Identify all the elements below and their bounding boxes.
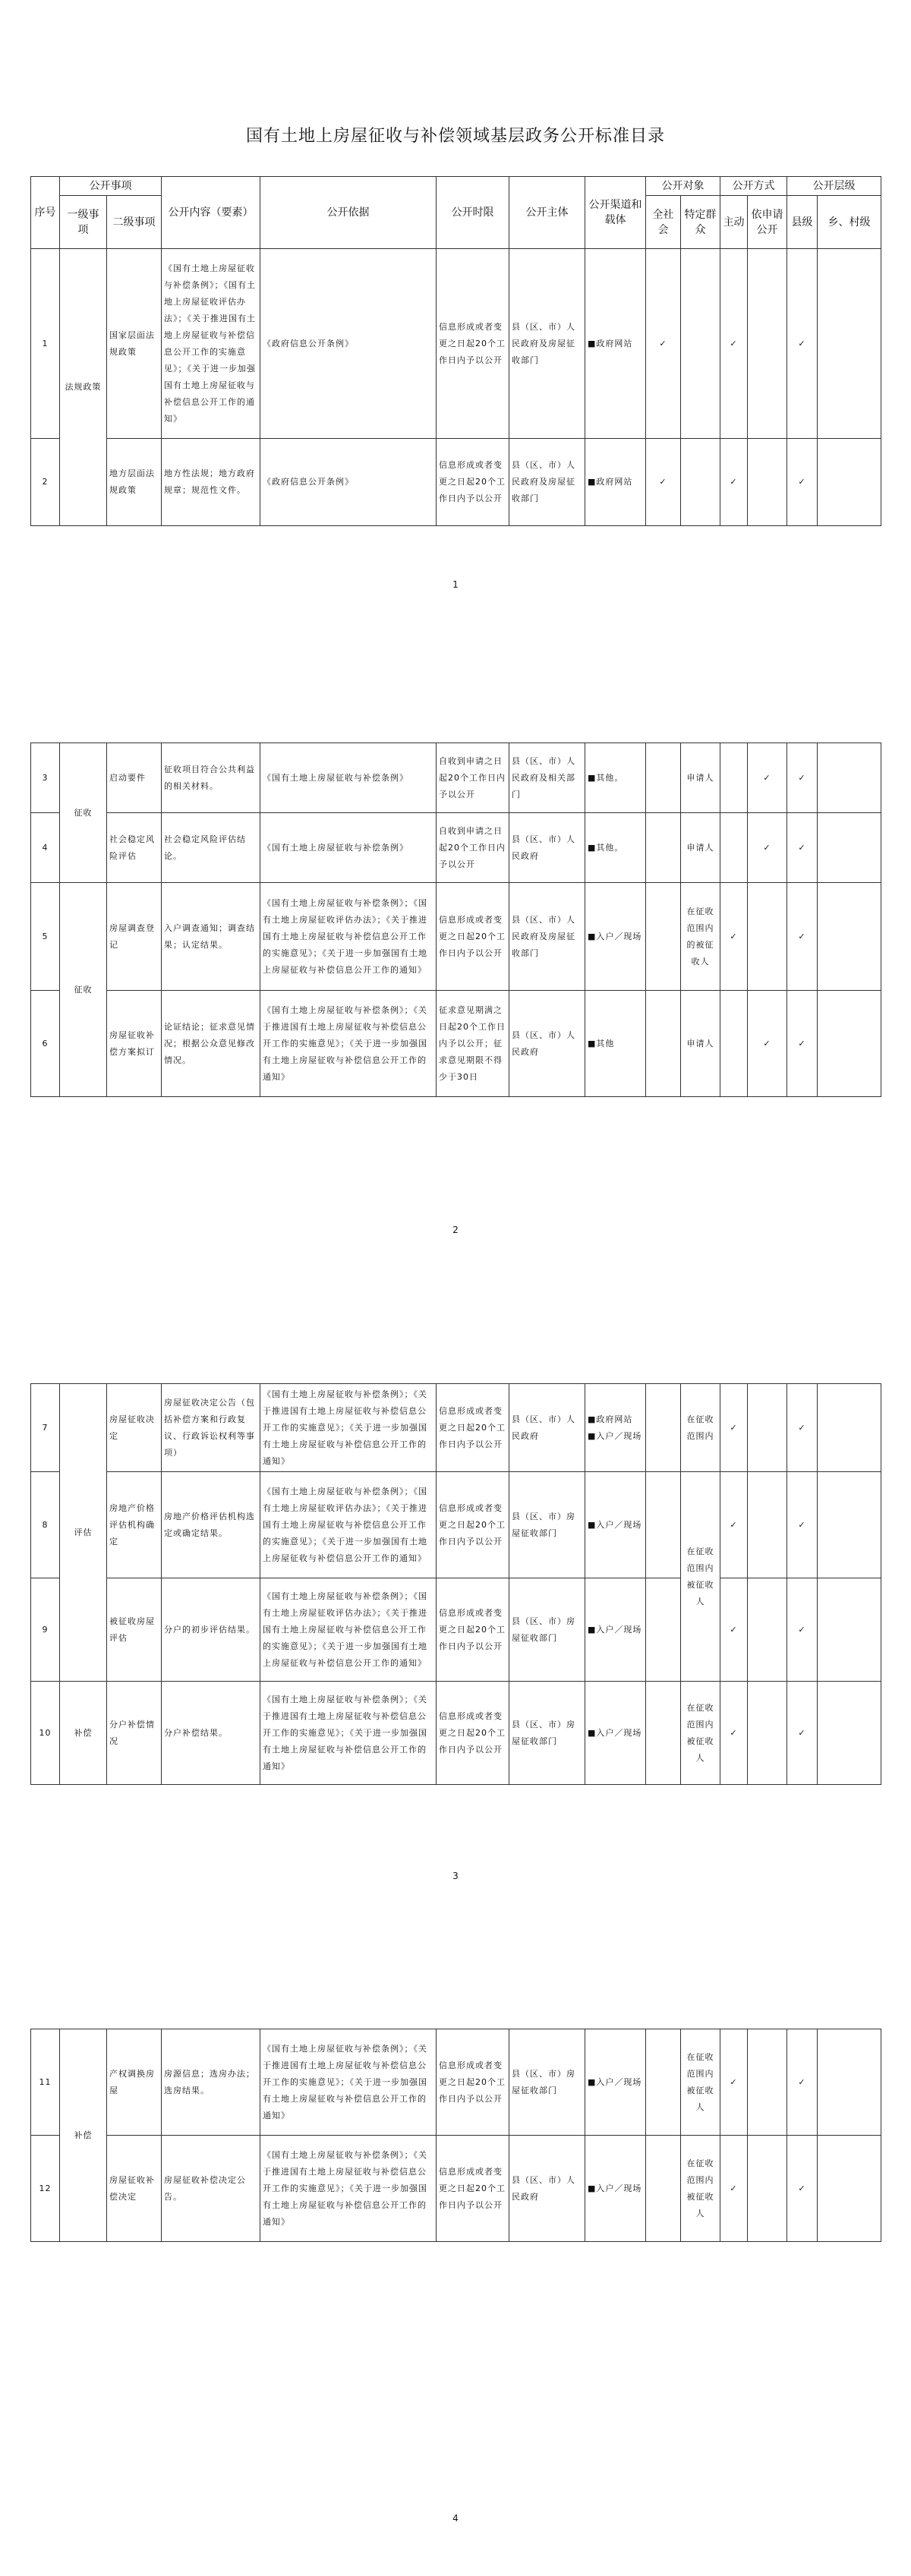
check-mark: ✓ (720, 2136, 748, 2242)
row-channel: ■入户／现场 (585, 2136, 646, 2242)
page-number: 3 (452, 1871, 459, 1881)
row-time: 信息形成或者变更之日起20个工作日内予以公开 (437, 2029, 509, 2136)
header-gongkai-shixiang: 公开事项 (60, 177, 162, 196)
row-channel: ■入户／现场 (585, 1472, 646, 1578)
row-time: 信息形成或者变更之日起20个工作日内予以公开 (437, 1384, 509, 1472)
row-channel: ■政府网站 (585, 249, 646, 439)
row-time: 自收到申请之日起20个工作日内予以公开 (437, 813, 509, 883)
row-specific: 申请人 (681, 813, 720, 883)
check-mark: ✓ (720, 883, 748, 991)
row-level2: 房地产价格评估机构确定 (107, 1472, 162, 1578)
check-mark: ✓ (787, 743, 818, 813)
header-object: 公开对象 (646, 177, 720, 196)
header-method: 公开方式 (720, 177, 787, 196)
row-level2: 房屋征收补偿决定 (107, 2136, 162, 2242)
row-time: 信息形成或者变更之日起20个工作日内予以公开 (437, 1578, 509, 1682)
check-mark: ✓ (748, 813, 787, 883)
check-mark: ✓ (646, 249, 681, 439)
row-channel: ■其他。 (585, 743, 646, 813)
row-content: 入户调查通知；调查结果；认定结果。 (162, 883, 260, 991)
row-subject: 县（区、市）房屋征收部门 (509, 1682, 585, 1785)
check-mark: ✓ (646, 439, 681, 526)
row-seq: 7 (31, 1384, 60, 1472)
row-specific: 在征收范围内被征收人 (681, 2136, 720, 2242)
check-mark: ✓ (787, 1384, 818, 1472)
check-mark: ✓ (787, 1682, 818, 1785)
header-active: 主动 (720, 196, 748, 249)
row-content: 分户的初步评估结果。 (162, 1578, 260, 1682)
row-time: 征求意见期满之日起20个工作日内予以公开；征求意见期限不得少于30日 (437, 991, 509, 1097)
check-mark: ✓ (748, 743, 787, 813)
row-basis: 《国有土地上房屋征收与补偿条例》；《关于推进国有土地上房屋征收与补偿信息公开工作的实施意见》；《关于进一步加强国有土地上房屋征收与补偿信息公开工作的通知》 (260, 2029, 437, 2136)
row-content: 房屋征收补偿决定公告。 (162, 2136, 260, 2242)
check-mark: ✓ (787, 439, 818, 526)
catalog-table-page-3 (30, 1383, 881, 1785)
page-number: 2 (452, 1225, 459, 1235)
page-title: 国有土地上房屋征收与补偿领域基层政务公开标准目录 (245, 127, 665, 146)
row-level2: 地方层面法规政策 (107, 439, 162, 526)
row-seq: 10 (31, 1682, 60, 1785)
row-level1: 征收 (60, 743, 107, 883)
row-subject: 县（区、市）人民政府 (509, 1384, 585, 1472)
check-mark: ✓ (787, 2136, 818, 2242)
row-content: 《国有土地上房屋征收与补偿条例》；《国有土地上房屋征收评估办法》；《关于推进国有土地上房屋征收与补偿信息公开工作的实施意见》；《关于进一步加强国有土地上房屋征收与补偿信息公开工作的通知》 (162, 249, 260, 439)
row-subject: 县（区、市）人民政府 (509, 2136, 585, 2242)
header-subject: 公开主体 (509, 177, 585, 249)
row-level2: 产权调换房屋 (107, 2029, 162, 2136)
row-channel: ■其他 (585, 991, 646, 1097)
row-channel: ■入户／现场 (585, 1682, 646, 1785)
header-township: 乡、村级 (818, 196, 881, 249)
row-seq: 6 (31, 991, 60, 1097)
row-time: 信息形成或者变更之日起20个工作日内予以公开 (437, 2136, 509, 2242)
row-specific: 在征收范围内的被征收人 (681, 883, 720, 991)
check-mark: ✓ (720, 1682, 748, 1785)
header-time-limit: 公开时限 (437, 177, 509, 249)
row-seq: 1 (31, 249, 60, 439)
row-content: 房地产价格评估机构选定或确定结果。 (162, 1472, 260, 1578)
row-basis: 《国有土地上房屋征收与补偿条例》；《关于推进国有土地上房屋征收与补偿信息公开工作的实施意见》；《关于进一步加强国有土地上房屋征收与补偿信息公开工作的通知》 (260, 1384, 437, 1472)
check-mark: ✓ (787, 991, 818, 1097)
header-level: 公开层级 (787, 177, 881, 196)
row-basis: 《国有土地上房屋征收与补偿条例》；《国有土地上房屋征收评估办法》；《关于推进国有土地上房屋征收与补偿信息公开工作的实施意见》；《关于进一步加强国有土地上房屋征收与补偿信息公开工作的通知》 (260, 1472, 437, 1578)
catalog-table-page-1 (30, 176, 881, 526)
row-time: 信息形成或者变更之日起20个工作日内予以公开 (437, 439, 509, 526)
row-level2: 国家层面法规政策 (107, 249, 162, 439)
table-row (31, 1472, 881, 1578)
row-level1: 补偿 (60, 1682, 107, 1785)
row-subject: 县（区、市）房屋征收部门 (509, 1578, 585, 1682)
check-mark: ✓ (787, 1472, 818, 1578)
table-row (31, 743, 881, 813)
page-number: 1 (452, 579, 459, 590)
check-mark: ✓ (787, 2029, 818, 2136)
row-content: 房屋征收决定公告（包括补偿方案和行政复议、行政诉讼权利等事项） (162, 1384, 260, 1472)
table-row (31, 1578, 881, 1682)
row-level2: 房屋征收补偿方案拟订 (107, 991, 162, 1097)
check-mark: ✓ (720, 439, 748, 526)
table-row (31, 813, 881, 883)
table-row (31, 1384, 881, 1472)
row-time: 信息形成或者变更之日起20个工作日内予以公开 (437, 1472, 509, 1578)
header-county: 县级 (787, 196, 818, 249)
row-basis: 《国有土地上房屋征收与补偿条例》 (260, 813, 437, 883)
header-level1: 一级事项 (60, 196, 107, 249)
row-basis: 《国有土地上房屋征收与补偿条例》；《国有土地上房屋征收评估办法》；《关于推进国有土地上房屋征收与补偿信息公开工作的实施意见》；《关于进一步加强国有土地上房屋征收与补偿信息公开工作的通知》 (260, 883, 437, 991)
header-content: 公开内容（要素） (162, 177, 260, 249)
row-subject: 县（区、市）人民政府及房屋征收部门 (509, 249, 585, 439)
catalog-table-page-4 (30, 2029, 881, 2242)
row-content: 征收项目符合公共利益的相关材料。 (162, 743, 260, 813)
row-time: 自收到申请之日起20个工作日内予以公开 (437, 743, 509, 813)
table-row (31, 249, 881, 439)
row-specific: 在征收范围内被征收人 (681, 1682, 720, 1785)
table-row (31, 2029, 881, 2136)
header-specific: 特定群众 (681, 196, 720, 249)
check-mark: ✓ (720, 1472, 748, 1578)
table-row (31, 2136, 881, 2242)
row-level1: 法规政策 (60, 249, 107, 526)
row-content: 分户补偿结果。 (162, 1682, 260, 1785)
header-channel: 公开渠道和载体 (585, 177, 646, 249)
row-basis: 《国有土地上房屋征收与补偿条例》；《关于推进国有土地上房屋征收与补偿信息公开工作的实施意见》；《关于进一步加强国有土地上房屋征收与补偿信息公开工作的通知》 (260, 991, 437, 1097)
row-time: 信息形成或者变更之日起20个工作日内予以公开 (437, 249, 509, 439)
row-level1: 补偿 (60, 2029, 107, 2242)
row-seq: 5 (31, 883, 60, 991)
row-seq: 12 (31, 2136, 60, 2242)
row-channel: ■政府网站 ■入户／现场 (585, 1384, 646, 1472)
row-specific: 在征收范围内被征收人 (681, 2029, 720, 2136)
row-channel: ■其他。 (585, 813, 646, 883)
row-level1: 征收 (60, 883, 107, 1097)
row-basis: 《国有土地上房屋征收与补偿条例》；《国有土地上房屋征收评估办法》；《关于推进国有土地上房屋征收与补偿信息公开工作的实施意见》；《关于进一步加强国有土地上房屋征收与补偿信息公开工作的通知》 (260, 1578, 437, 1682)
header-basis: 公开依据 (260, 177, 437, 249)
row-level2: 房屋征收决定 (107, 1384, 162, 1472)
row-subject: 县（区、市）人民政府及相关部门 (509, 743, 585, 813)
check-mark: ✓ (787, 883, 818, 991)
row-seq: 8 (31, 1472, 60, 1578)
row-level2: 启动要件 (107, 743, 162, 813)
row-content: 论证结论；征求意见情况；根据公众意见修改情况。 (162, 991, 260, 1097)
table-row (31, 439, 881, 526)
row-level2: 被征收房屋评估 (107, 1578, 162, 1682)
row-channel: ■入户／现场 (585, 883, 646, 991)
row-subject: 县（区、市）房屋征收部门 (509, 2029, 585, 2136)
check-mark: ✓ (787, 1578, 818, 1682)
row-specific: 申请人 (681, 743, 720, 813)
check-mark: ✓ (720, 2029, 748, 2136)
row-channel: ■政府网站 (585, 439, 646, 526)
table-row (31, 1682, 881, 1785)
row-time: 信息形成或者变更之日起20个工作日内予以公开 (437, 883, 509, 991)
row-channel: ■入户／现场 (585, 1578, 646, 1682)
row-basis: 《国有土地上房屋征收与补偿条例》；《关于推进国有土地上房屋征收与补偿信息公开工作的实施意见》；《关于进一步加强国有土地上房屋征收与补偿信息公开工作的通知》 (260, 1682, 437, 1785)
check-mark: ✓ (787, 813, 818, 883)
row-basis: 《国有土地上房屋征收与补偿条例》 (260, 743, 437, 813)
row-subject: 县（区、市）房屋征收部门 (509, 1472, 585, 1578)
row-channel: ■入户／现场 (585, 2029, 646, 2136)
row-specific: 在征收范围内被征收人 (681, 1472, 720, 1682)
check-mark: ✓ (748, 991, 787, 1097)
row-level2: 分户补偿情况 (107, 1682, 162, 1785)
row-basis: 《国有土地上房屋征收与补偿条例》；《关于推进国有土地上房屋征收与补偿信息公开工作的实施意见》；《关于进一步加强国有土地上房屋征收与补偿信息公开工作的通知》 (260, 2136, 437, 2242)
check-mark: ✓ (720, 1578, 748, 1682)
row-content: 地方性法规；地方政府规章；规范性文件。 (162, 439, 260, 526)
row-seq: 11 (31, 2029, 60, 2136)
row-content: 房源信息；选房办法；选房结果。 (162, 2029, 260, 2136)
table-row (31, 991, 881, 1097)
row-subject: 县（区、市）人民政府及房屋征收部门 (509, 883, 585, 991)
check-mark: ✓ (787, 249, 818, 439)
row-level2: 社会稳定风险评估 (107, 813, 162, 883)
header-level2: 二级事项 (107, 196, 162, 249)
row-level1: 评估 (60, 1384, 107, 1682)
row-subject: 县（区、市）人民政府及房屋征收部门 (509, 439, 585, 526)
check-mark: ✓ (720, 249, 748, 439)
header-society: 全社会 (646, 196, 681, 249)
row-level2: 房屋调查登记 (107, 883, 162, 991)
row-seq: 4 (31, 813, 60, 883)
row-seq: 9 (31, 1578, 60, 1682)
row-basis: 《政府信息公开条例》 (260, 439, 437, 526)
header-apply: 依申请公开 (748, 196, 787, 249)
table-row (31, 883, 881, 991)
row-specific: 申请人 (681, 991, 720, 1097)
row-subject: 县（区、市）人民政府 (509, 813, 585, 883)
row-basis: 《政府信息公开条例》 (260, 249, 437, 439)
row-time: 信息形成或者变更之日起20个工作日内予以公开 (437, 1682, 509, 1785)
catalog-table-page-2 (30, 743, 881, 1097)
row-content: 社会稳定风险评估结论。 (162, 813, 260, 883)
page-number: 4 (452, 2513, 459, 2524)
row-specific: 在征收范围内 (681, 1384, 720, 1472)
header-seq: 序号 (31, 177, 60, 249)
row-seq: 2 (31, 439, 60, 526)
check-mark: ✓ (720, 1384, 748, 1472)
row-subject: 县（区、市）人民政府 (509, 991, 585, 1097)
row-seq: 3 (31, 743, 60, 813)
